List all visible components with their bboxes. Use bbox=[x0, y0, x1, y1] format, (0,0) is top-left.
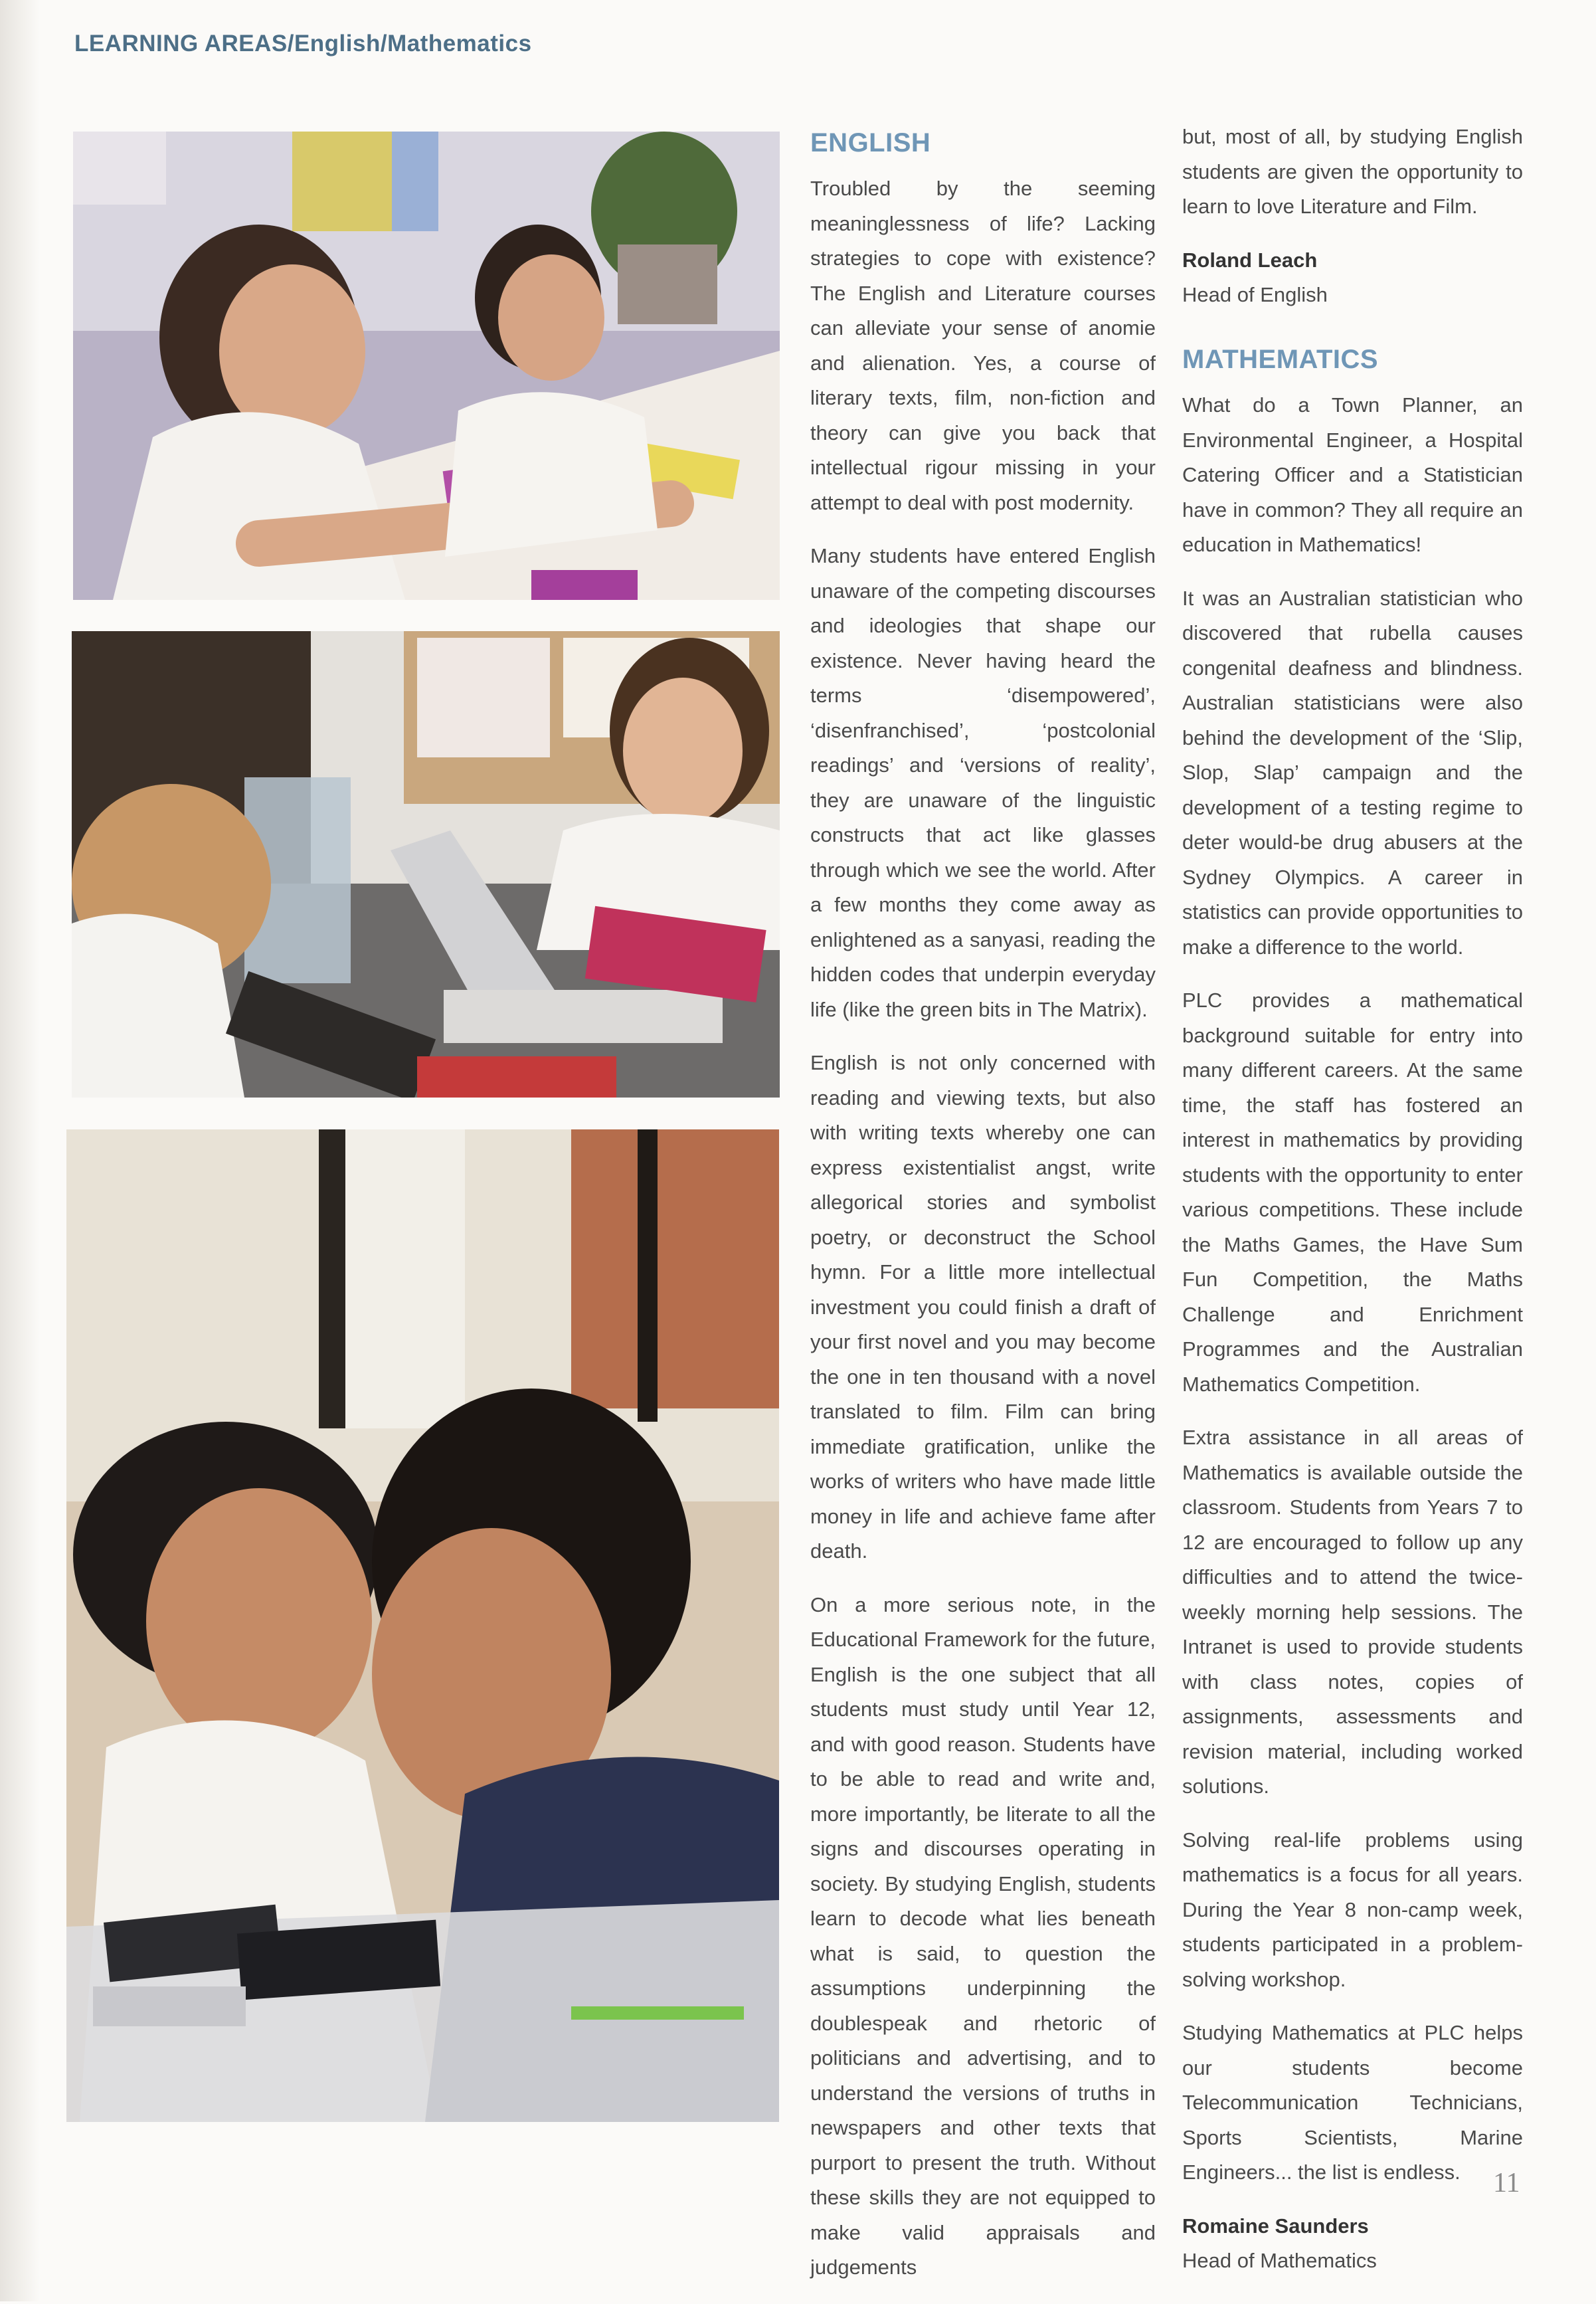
mathematics-author-name: Romaine Saunders bbox=[1182, 2214, 1369, 2238]
english-heading: ENGLISH bbox=[810, 128, 931, 157]
mathematics-heading: MATHEMATICS bbox=[1182, 345, 1379, 374]
mathematics-paragraph-6: Studying Mathematics at PLC helps our students become Telecommunication Technicians, Sports Scientists, Marine Engineers... the list is endless. bbox=[1182, 2021, 1523, 2184]
english-continuation: but, most of all, by studying English students are given the opportunity to learn to love Literature and Film. bbox=[1182, 125, 1523, 218]
mathematics-paragraph-3: PLC provides a mathematical background suitable for entry into many different careers. At the same time, the staff has fostered an interest in mathematics by providing students with the opportunity to enter various competitions. These include the Maths Games, the Have Sum Fun Competition, the Maths Challenge and Enrichment Programmes and the Australian Mathematics Competition. bbox=[1182, 989, 1523, 1396]
english-paragraph-1: Troubled by the seeming meaninglessness of life? Lacking strategies to cope with existence? The English and Literature courses can alleviate your sense of anomie and alienation. Yes, a course of literary texts, film, non-fiction and theory can give you back that intellectual rigour missing in your attempt to deal with post modernity. bbox=[810, 177, 1156, 514]
english-paragraph-2: Many students have entered English unaware of the competing discourses and ideologies that shape our existence. Never having heard the terms ‘disempowered’, ‘disenfranchised’, ‘postcolonial readings’ and ‘versions of reality’, they are unaware of the linguistic constructs that act like glasses through which we see the world. After a few months they come away as enlightened as a sanyasi, reading the hidden codes that underpin everyday life (like the green bits in The Matrix). bbox=[810, 544, 1156, 1021]
mathematics-column bbox=[1182, 120, 1523, 2302]
photo-students-with-calculators bbox=[66, 1129, 779, 2122]
mathematics-author-role: Head of Mathematics bbox=[1182, 2248, 1377, 2272]
photo-students-at-desk bbox=[73, 132, 780, 600]
english-paragraph-4: On a more serious note, in the Educational Framework for the future, English is the one subject that all students must study until Year 12, and with good reason. Students have to be able to read and write and, more importantly, be literate to all the signs and discourses operating in society. By studying English, students learn to decode what lies beneath what is said, to question the assumptions underpinning the doublespeak and rhetoric of politicians and advertising, and to understand the versions of truths in newspapers and other texts that purport to present the truth. Without these skills they are not equipped to make valid appraisals and judgements bbox=[810, 1592, 1156, 2279]
english-author-role: Head of English bbox=[1182, 282, 1328, 306]
mathematics-paragraph-4: Extra assistance in all areas of Mathematics is available outside the classroom. Students from Years 7 to 12 are encouraged to follow up any difficulties and to attend the twice-weekly morning help sessions. The Intranet is used to provide students with class notes, copies of assignments, assessments and revision material, including worked solutions. bbox=[1182, 1426, 1523, 1798]
section-header: LEARNING AREAS/English/Mathematics bbox=[74, 31, 532, 56]
mathematics-paragraph-5: Solving real-life problems using mathematics is a focus for all years. During the Year 8 non-camp week, students participated in a problem-solving workshop. bbox=[1182, 1828, 1523, 1991]
page-number: 11 bbox=[1493, 2168, 1520, 2198]
mathematics-paragraph-2: It was an Australian statistician who discovered that rubella causes congenital deafness and blindness. Australian statisticians were also behind the development of the ‘Slip, Slop, Slap’ campaign and the development of a testing regime to deter would-be drug abusers at the Sydney Olympics. A career in statistics can provide opportunities to make a difference to the world. bbox=[1182, 586, 1523, 959]
english-column bbox=[810, 120, 1156, 2304]
page-spine-shadow bbox=[0, 0, 40, 2301]
mathematics-paragraph-1: What do a Town Planner, an Environmental Engineer, a Hospital Catering Officer and a Statistician have in common? They all require an education in Mathematics! bbox=[1182, 393, 1523, 556]
english-author-name: Roland Leach bbox=[1182, 248, 1318, 272]
english-paragraph-3: English is not only concerned with reading and viewing texts, but also with writing texts whereby one can express existentialist angst, write allegorical stories and symbolist poetry, or deconstruct the School hymn. For a little more intellectual investment you could finish a draft of your first novel and you may become the one in ten thousand with a novel translated to film. Film can bring immediate gratification, unlike the works of writers who have made little money in life and achieve fame after death. bbox=[810, 1051, 1156, 1563]
photo-students-with-laptop bbox=[72, 631, 780, 1098]
